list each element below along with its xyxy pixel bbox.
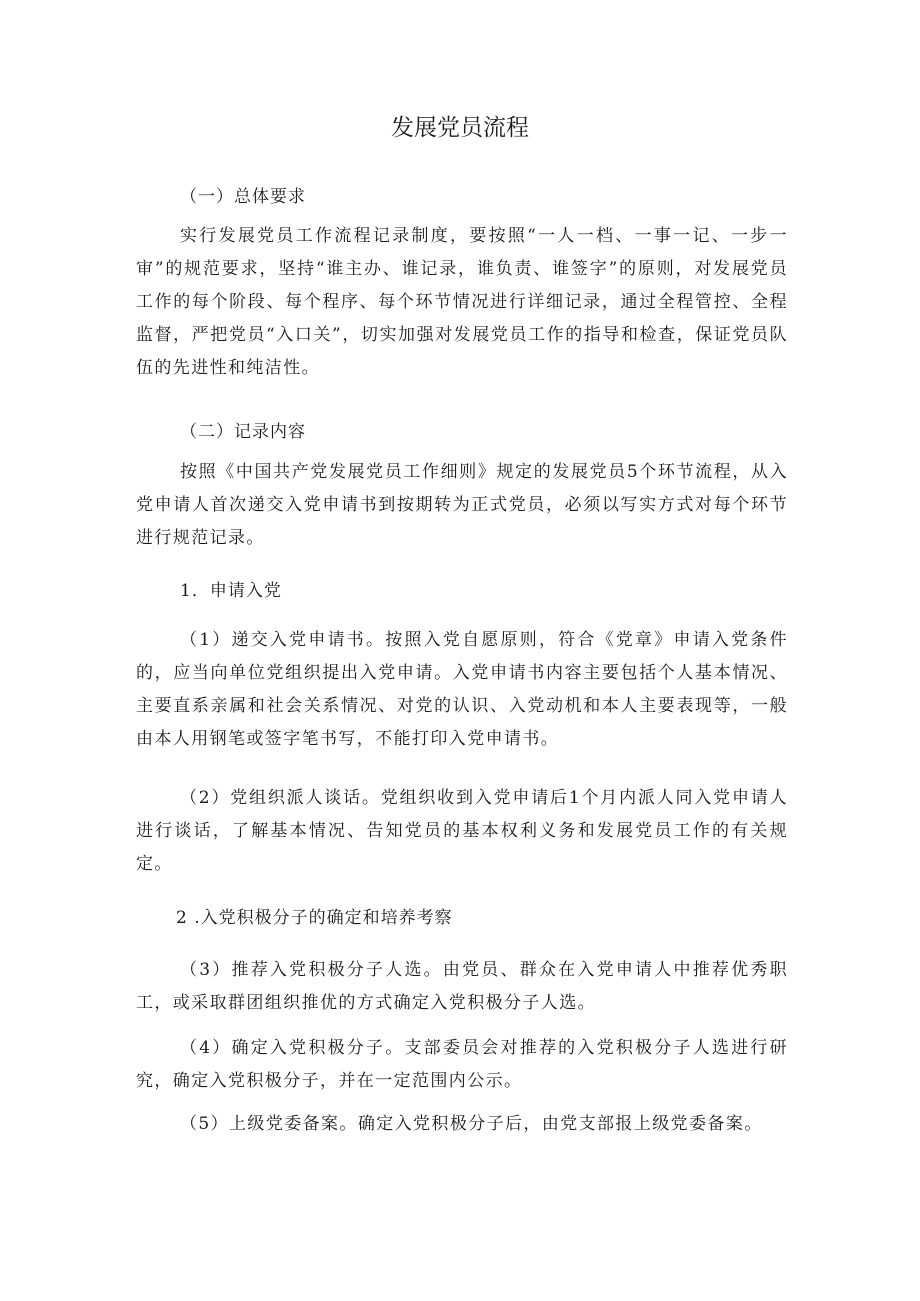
document-title: 发展党员流程 (391, 115, 529, 141)
step-heading-apply: 1．申请入党 (180, 581, 282, 601)
list-item-confirm-activist: （4）确定入党积极分子。支部委员会对推荐的入党积极分子人选进行研究，确定入党积极分子，并在一定范围内公示。 (136, 1038, 788, 1091)
list-item-report-filing: （5）上级党委备案。确定入党积极分子后，由党支部报上级党委备案。 (180, 1114, 763, 1134)
list-item-party-talk: （2）党组织派人谈话。党组织收到入党申请后1个月内派人同入党申请人进行谈话，了解基本情况、告知党员的基本权利义务和发展党员工作的有关规定。 (136, 788, 788, 874)
list-item-submit-application: （1）递交入党申请书。按照入党自愿原则，符合《党章》申请入党条件的，应当向单位党组织提出入党申请。入党申请书内容主要包括个人基本情况、主要直系亲属和社会关系情况、对党的认识、入党动机和本人主要表现等，一般由本人用钢笔或签字笔书写，不能打印入党申请书。 (136, 630, 788, 749)
section-heading-general-requirements: （一）总体要求 (180, 187, 306, 207)
paragraph-record-content: 按照《中国共产党发展党员工作细则》规定的发展党员5个环节流程，从入党申请人首次递交入党申请书到按期转为正式党员，必须以写实方式对每个环节进行规范记录。 (136, 462, 788, 548)
section-heading-record-content: （二）记录内容 (180, 422, 306, 442)
list-item-recommend-activist: （3）推荐入党积极分子人选。由党员、群众在入党申请人中推荐优秀职工，或采取群团组织推优的方式确定入党积极分子人选。 (136, 960, 788, 1013)
step-heading-activist: 2 .入党积极分子的确定和培养考察 (176, 908, 453, 928)
paragraph-general-requirements: 实行发展党员工作流程记录制度，要按照“一人一档、一事一记、一步一审”的规范要求，坚持“谁主办、谁记录，谁负责、谁签字”的原则，对发展党员工作的每个阶段、每个程序、每个环节情况进行详细记录，通过全程管控、全程监督，严把党员“入口关”，切实加强对发展党员工作的指导和检查，保证党员队伍的先进性和纯洁性。 (136, 226, 788, 378)
